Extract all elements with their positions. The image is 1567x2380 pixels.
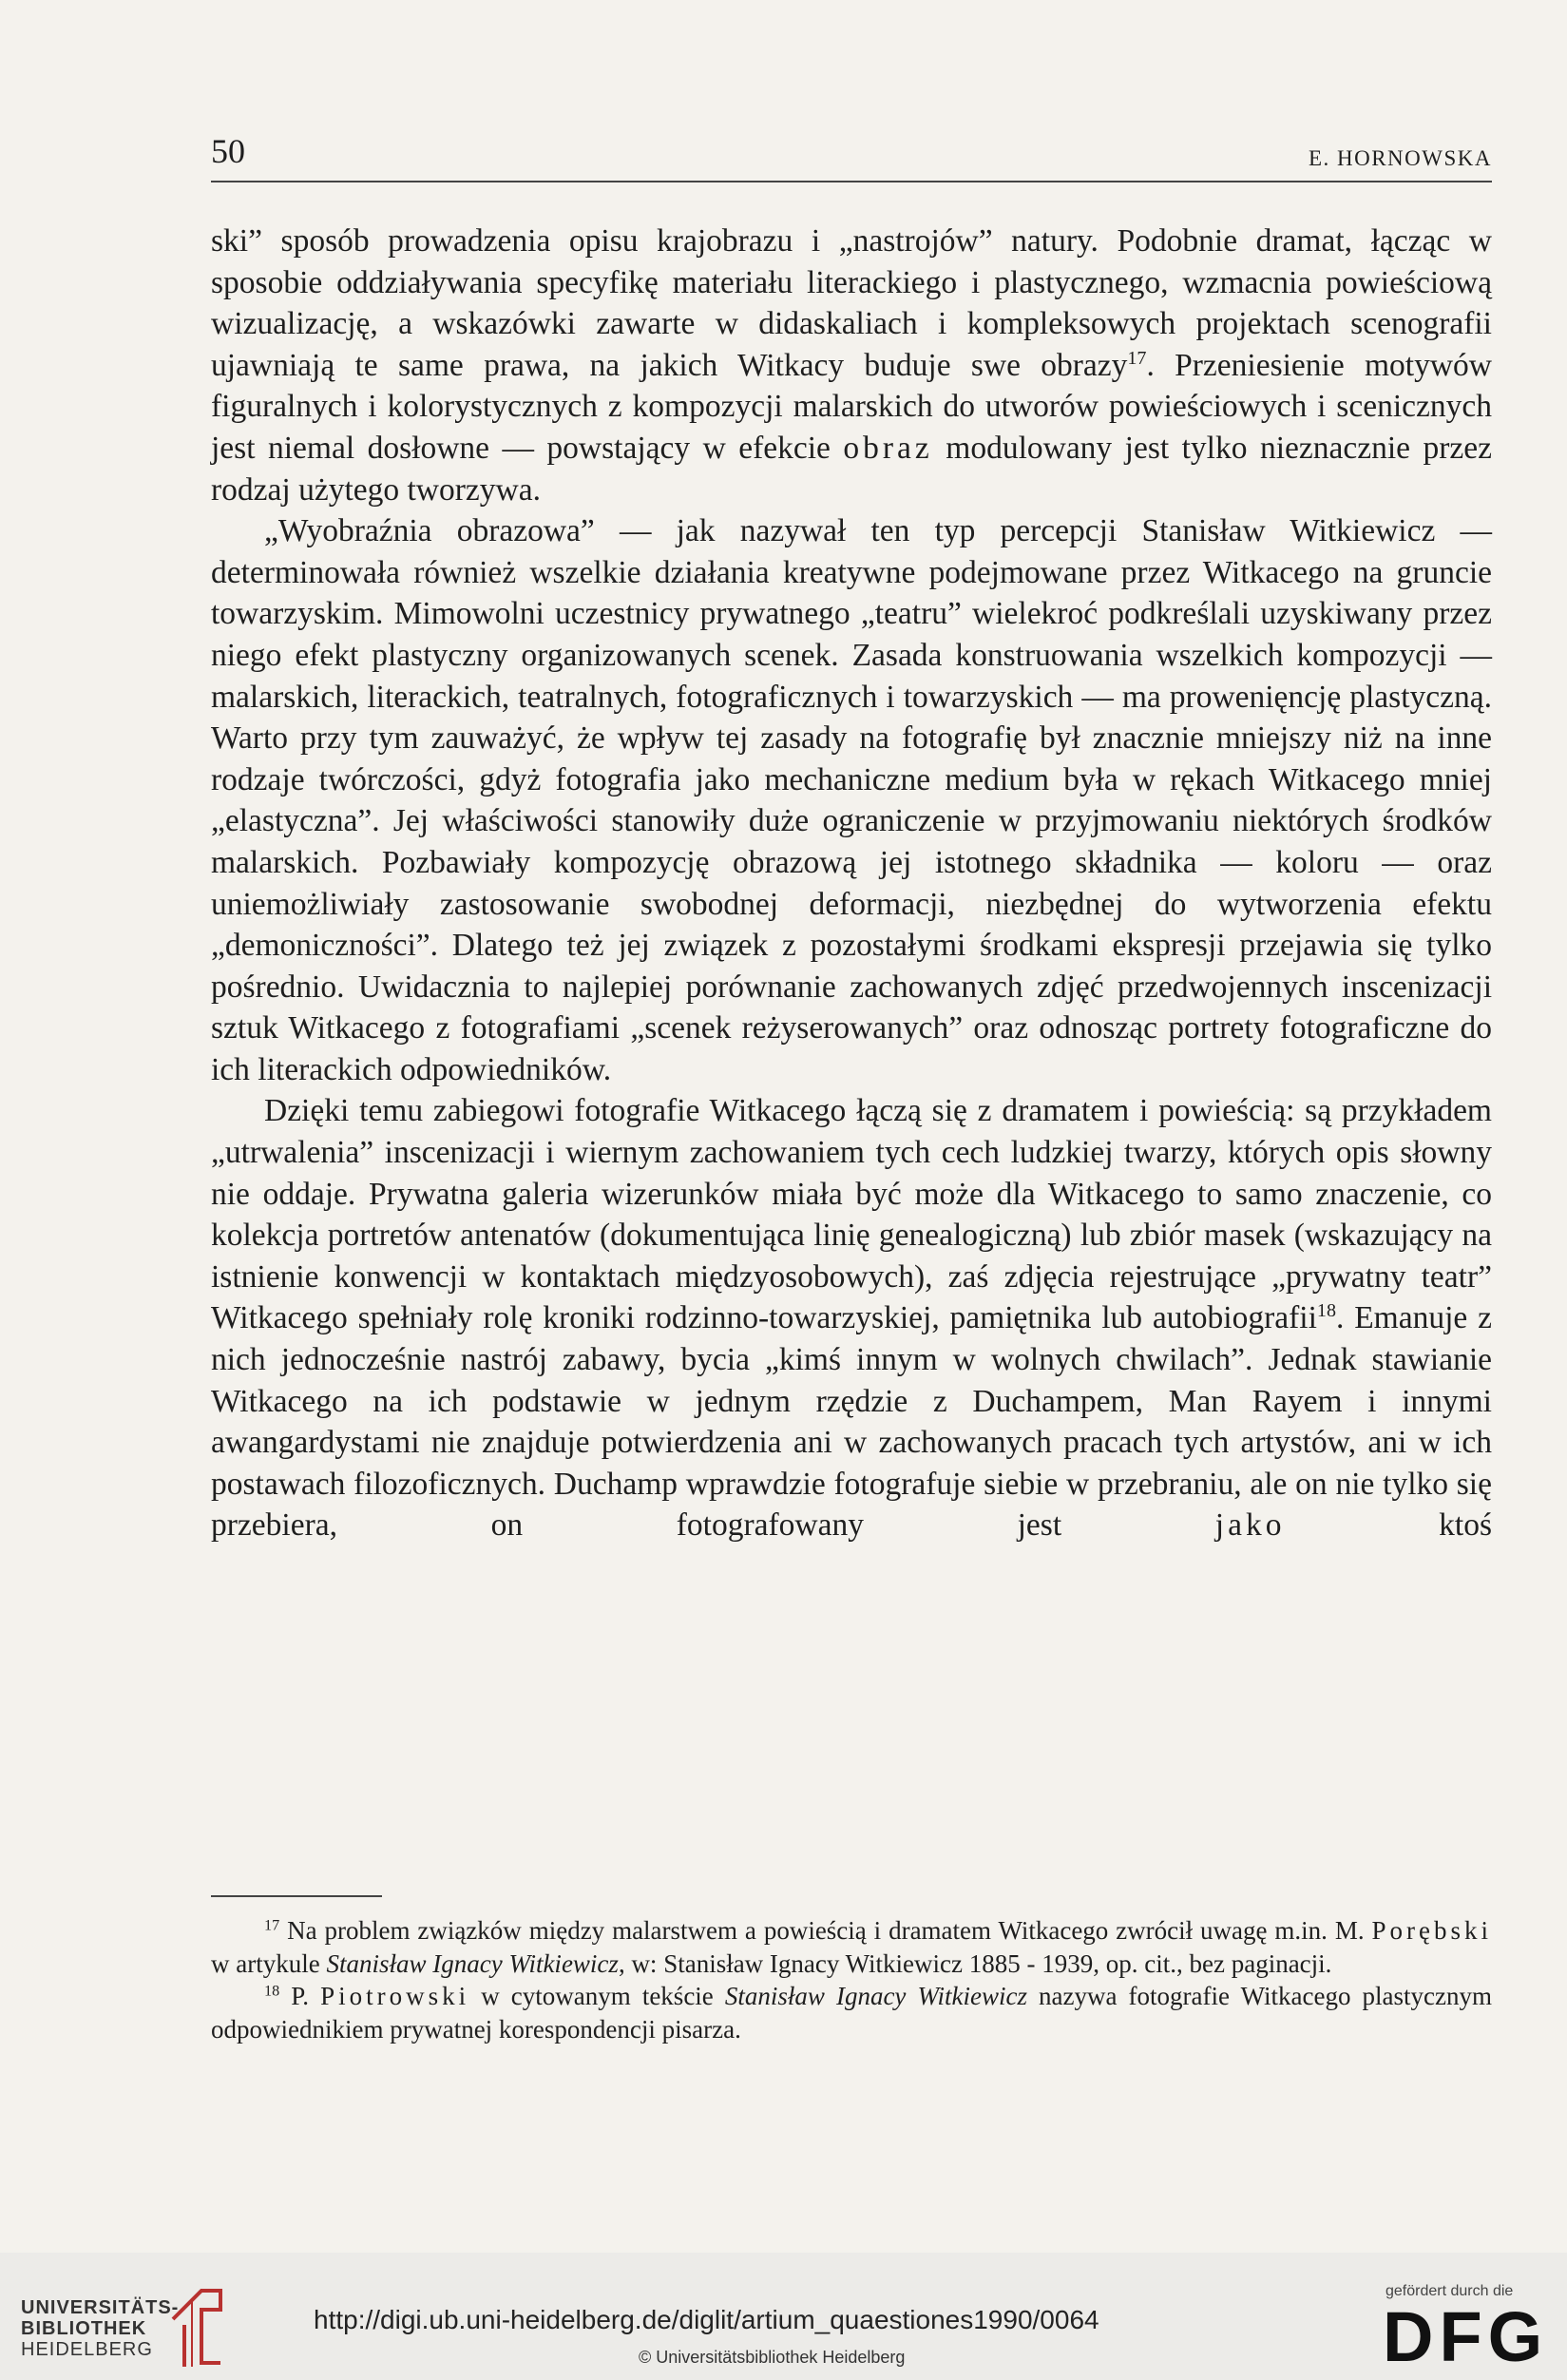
- footnotes: [211, 1914, 1492, 2045]
- footnote-reference: 18: [1316, 1300, 1336, 1322]
- text-run: , w: Stanisław Ignacy Witkiewicz 1885 - 1939, op. cit., bez paginacji.: [618, 1948, 1332, 1978]
- text-run: . Przeniesienie motywów figuralnych i kolorystycznych z kompozycji malarskich do utworów powieściowych i scenicznych jest niemal dosłowne — powstający w efekcie: [211, 347, 1492, 466]
- text-run: Na problem związków między malarstwem a powieścią i dramatem Witkacego zwrócił uwagę m.in. M.: [279, 1916, 1372, 1945]
- viewer-footer: [0, 2253, 1567, 2380]
- text-run: w artykule: [211, 1948, 327, 1978]
- dfg-logo: DFG: [1383, 2297, 1549, 2376]
- running-head-author: E. HORNOWSKA: [1308, 146, 1492, 170]
- italic-title: Stanisław Ignacy Witkiewicz: [326, 1948, 619, 1978]
- text-run: w cytowanym tekście: [469, 1982, 725, 2010]
- spaced-emphasis: Piotrowski: [320, 1982, 470, 2010]
- text-run: P.: [279, 1982, 321, 2010]
- page-number: 50: [211, 132, 245, 170]
- text-run: ktoś: [1285, 1507, 1492, 1544]
- library-name-line: BIBLIOTHEK: [21, 2318, 147, 2339]
- body-text: [211, 221, 1492, 1546]
- paragraph: [211, 510, 1492, 1090]
- library-name-line: HEIDELBERG: [21, 2339, 153, 2360]
- copyright-notice: © Universitätsbibliothek Heidelberg: [639, 2348, 906, 2367]
- footnote-reference: 17: [264, 1916, 280, 1934]
- text-run: modulowany jest tylko nieznacznie przez rodzaj użytego tworzywa.: [211, 430, 1492, 508]
- text-run: Dzięki temu zabiegowi fotografie Witkacego łączą się z dramatem i powieścią: są przykładem „utrwalenia” inscenizacji i wiernym zachowaniem tych cech ludzkiej twarzy, których opis słowny nie oddaje. Prywatna galeria wizerunków miała być może dla Witkacego to samo znaczenie, co kolekcja portretów antenatów (dokumentująca linię genealogiczną) lub zbiór masek (wskazujący na istnienie konwencji w kontaktach międzyosobowych), zaś zdjęcia rejestrujące „prywatny teatr” Witkacego spełniały rolę kroniki rodzinno-towarzyskiej, pamiętnika lub autobiografii: [211, 1093, 1492, 1336]
- text-run: . Emanuje z nich jednocześnie nastrój zabawy, bycia „kimś innym w wolnych chwilach”. Jednak stawianie Witkacego na ich podstawie w jednym rzędzie z Duchampem, Man Rayem i innymi awangardystami nie znajduje potwierdzenia ani w zachowanych pracach tych artystów, ani w ich postawach filozoficznych. Duchamp wprawdzie fotografuje siebie w przebraniu, ale on nie tylko się przebiera, on fotografowany jest: [211, 1300, 1492, 1544]
- text-run: ski” sposób prowadzenia opisu krajobrazu i „nastrojów” natury. Podobnie dramat, łącząc w sposobie oddziaływania specyfikę materiału literackiego i plastycznego, wzmacnia powieściową wizualizację, a wskazówki zawarte w didaskaliach i kompleksowych projektach scenografii ujawniają te same prawa, na jakich Witkacy buduje swe obrazy: [211, 223, 1492, 383]
- footnote-reference: 17: [1127, 347, 1147, 369]
- permalink-url[interactable]: http://digi.ub.uni-heidelberg.de/diglit/artium_quaestiones1990/0064: [314, 2305, 1099, 2334]
- footnote: [211, 1914, 1492, 1980]
- library-logo-icon: [163, 2281, 230, 2372]
- footnote-reference: 18: [264, 1982, 280, 2000]
- footnote: [211, 1980, 1492, 2045]
- italic-title: Stanisław Ignacy Witkiewicz: [724, 1982, 1027, 2010]
- footnote-separator: [211, 1895, 382, 1897]
- spaced-emphasis: jako: [1214, 1507, 1286, 1544]
- library-name: [21, 2297, 179, 2360]
- funded-by-label: gefördert durch die: [1385, 2283, 1514, 2299]
- paragraph: [211, 1090, 1492, 1546]
- running-header: [211, 131, 1492, 182]
- spaced-emphasis: Porębski: [1371, 1916, 1492, 1945]
- paragraph: [211, 221, 1492, 510]
- spaced-emphasis: obraz: [843, 430, 933, 466]
- text-run: „Wyobraźnia obrazowa” — jak nazywał ten typ percepcji Stanisław Witkiewicz — determinowała również wszelkie działania kreatywne podejmowane przez Witkacego na gruncie towarzyskim. Mimowolni uczestnicy prywatnego „teatru” wielekroć podkreślali uzyskiwany przez niego efekt plastyczny organizowanych scenek. Zasada konstruowania wszelkich kompozycji — malarskich, literackich, teatralnych, fotograficznych i towarzyskich — ma prowenięncję plastyczną. Warto przy tym zauważyć, że wpływ tej zasady na fotografię był znacznie mniejszy niż na inne rodzaje twórczości, gdyż fotografia jako mechaniczne medium była w rękach Witkacego mniej „elastyczna”. Jej właściwości stanowiły duże ograniczenie w przyjmowaniu niektórych środków malarskich. Pozbawiały kompozycję obrazową jej istotnego składnika — koloru — oraz uniemożliwiały zastosowanie swobodnej deformacji, niezbędnej do wytworzenia efektu „demoniczności”. Dlatego też jej związek z pozostałymi środkami ekspresji przejawia się tylko pośrednio. Uwidacznia to najlepiej porównanie zachowanych zdjęć przedwojennych inscenizacji sztuk Witkacego z fotografiami „scenek reżyserowanych” oraz odnosząc portrety fotograficzne do ich literackich odpowiedników.: [211, 513, 1492, 1087]
- text-run: nazywa fotografie Witkacego plastycznym odpowiednikiem prywatnej korespondencji pisarza.: [211, 1982, 1492, 2044]
- library-name-line: UNIVERSITÄTS-: [21, 2297, 180, 2318]
